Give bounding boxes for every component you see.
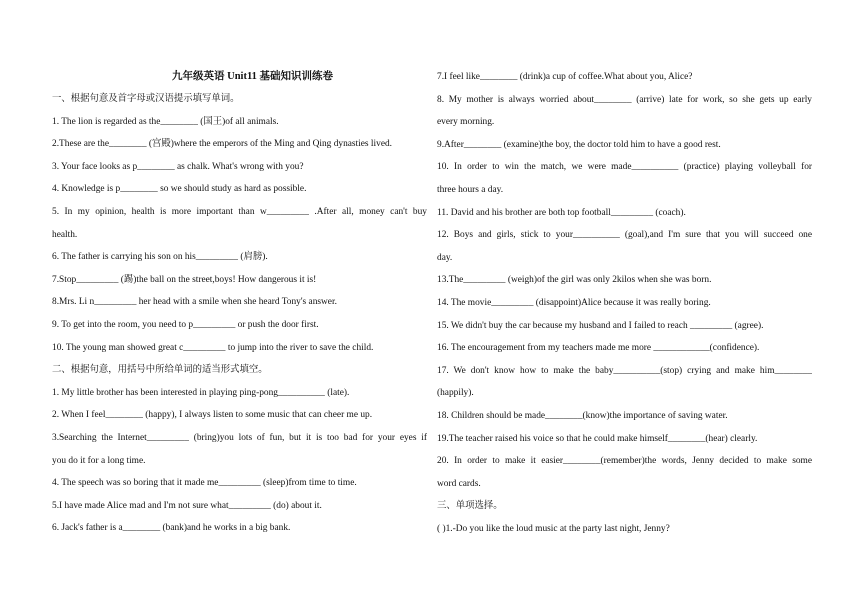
question-line: 8. My mother is always worried about________ (arrive) late for work, so she gets up early — [437, 94, 812, 105]
question-line: 6. Jack's father is a________ (bank)and he works in a big bank. — [52, 523, 291, 534]
question-line: every morning. — [437, 117, 495, 128]
question-line: 6. The father is carrying his son on his_________ (肩膀). — [52, 252, 268, 263]
question-line: 7.I feel like________ (drink)a cup of coffee.What about you, Alice? — [437, 72, 693, 82]
question-line: 19.The teacher raised his voice so that he could make himself________(hear) clearly. — [437, 433, 758, 444]
question-line: 12. Boys and girls, stick to your__________ (goal),and I'm sure that you will succeed one — [437, 230, 812, 241]
section-heading: 一、根据句意及首字母或汉语提示填写单词。 — [52, 93, 240, 104]
question-line: 2. When I feel________ (happy), I always listen to some music that can cheer me up. — [52, 410, 373, 421]
question-line: 3. Your face looks as p________ as chalk. What's wrong with you? — [52, 161, 304, 172]
question-line: 4. The speech was so boring that it made me_________ (sleep)from time to time. — [52, 478, 357, 489]
question-line: 10. The young man showed great c_________ to jump into the river to save the child. — [52, 342, 374, 353]
section-heading: 二、根据句意，用括号中所给单词的适当形式填空。 — [52, 364, 268, 376]
question-line: 18. Children should be made________(know)the importance of saving water. — [437, 410, 728, 421]
question-line: 15. We didn't buy the car because my husband and I failed to reach _________ (agree). — [437, 320, 764, 331]
question-line: 14. The movie_________ (disappoint)Alice because it was really boring. — [437, 297, 711, 308]
question-line: health. — [52, 229, 78, 240]
question-line: day. — [437, 252, 453, 263]
question-line: 9. To get into the room, you need to p_________ or push the door first. — [52, 319, 319, 330]
question-line: you do it for a long time. — [52, 455, 146, 466]
question-line: three hours a day. — [437, 184, 504, 195]
section-heading: 三、单项选择。 — [437, 500, 503, 512]
right-column — [437, 66, 812, 540]
question-line: 20. In order to make it easier________(remember)the words, Jenny decided to make some — [437, 456, 812, 467]
left-column — [52, 66, 427, 540]
question-line: 9.After________ (examine)the boy, the doctor told him to have a good rest. — [437, 139, 721, 150]
question-line: 8.Mrs. Li n_________ her head with a smile when she heard Tony's answer. — [52, 297, 337, 308]
question-line: 5. In my opinion, health is more important than w_________ .After all, money can't buy — [52, 206, 427, 217]
question-line: word cards. — [437, 478, 481, 489]
question-line: 1. The lion is regarded as the________ (国王)of all animals. — [52, 116, 279, 127]
question-line: 7.Stop_________ (踢)the ball on the street,boys! How dangerous it is! — [52, 274, 317, 285]
question-line: 13.The_________ (weigh)of the girl was only 2kilos when she was born. — [437, 275, 712, 286]
question-line: 4. Knowledge is p________ so we should study as hard as possible. — [52, 184, 307, 195]
left-column-lines — [52, 88, 427, 540]
worksheet-title: 九年级英语 Unit11 基础知识训练卷 — [171, 71, 333, 82]
question-line: 2.These are the________ (宫殿)where the emperors of the Ming and Qing dynasties lived. — [52, 139, 393, 150]
question-line: 16. The encouragement from my teachers made me more ____________(confidence). — [437, 343, 760, 354]
question-line: 1. My little brother has been interested in playing ping-pong__________ (late). — [52, 387, 350, 398]
question-line: 3.Searching the Internet_________ (bring)you lots of fun, but it is too bad for your eyes if — [52, 432, 427, 443]
question-line: ( )1.-Do you like the loud music at the party last night, Jenny? — [437, 523, 670, 534]
question-line: 10. In order to win the match, we were made__________ (practice) playing volleyball for — [437, 162, 812, 173]
question-line: 11. David and his brother are both top football_________ (coach). — [437, 207, 686, 218]
right-column-lines — [437, 66, 812, 540]
question-line: (happily). — [437, 388, 474, 399]
question-line: 17. We don't know how to make the baby__________(stop) crying and make him________ — [437, 365, 812, 376]
question-line: 5.I have made Alice mad and I'm not sure what_________ (do) about it. — [52, 500, 322, 511]
